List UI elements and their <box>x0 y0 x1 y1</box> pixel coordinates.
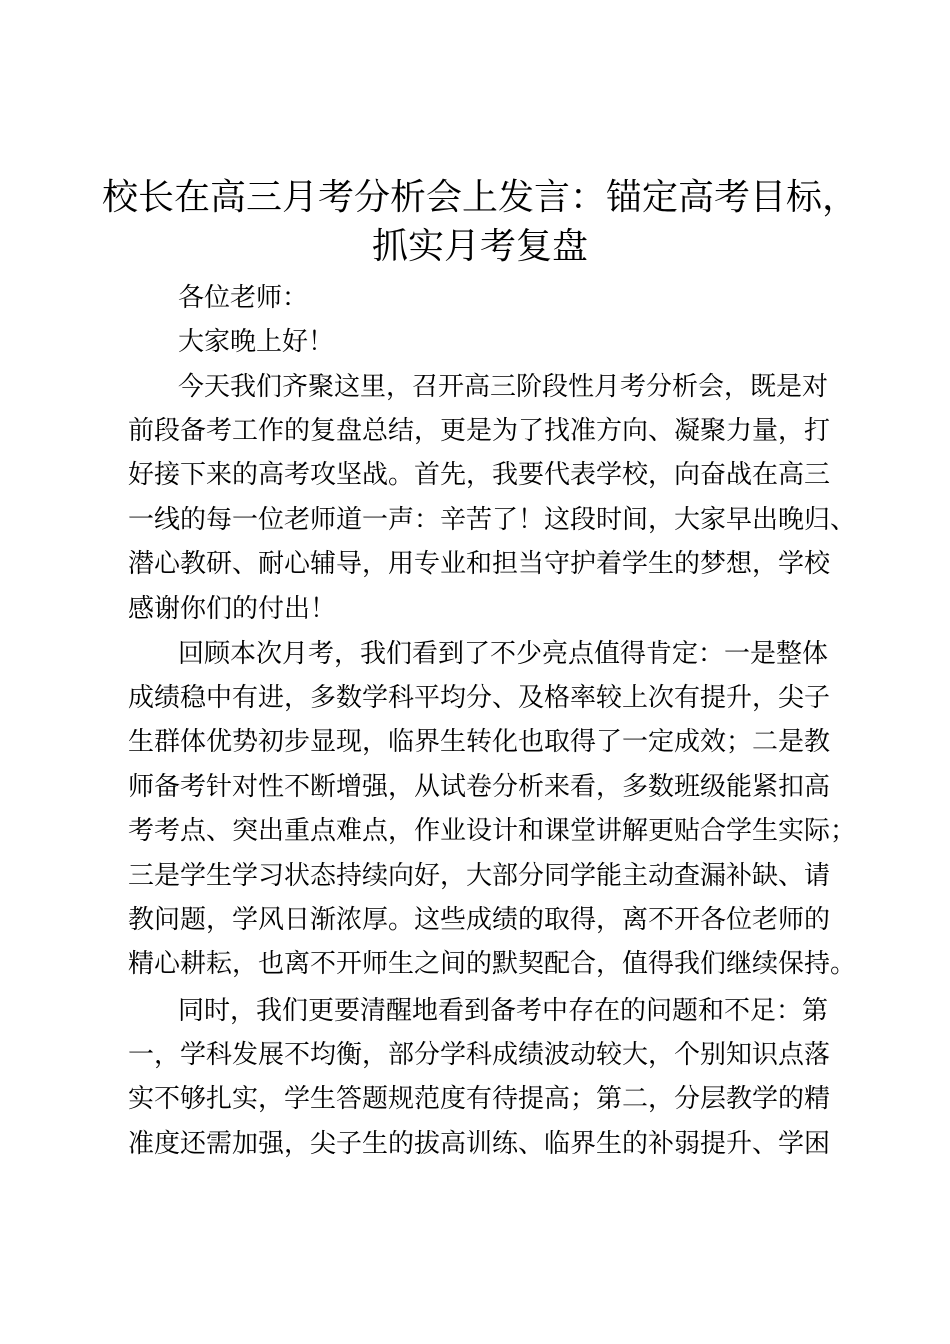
paragraph-2-line: 师备考针对性不断增强，从试卷分析来看，多数班级能紧扣高 <box>128 772 831 802</box>
paragraph-2-line: 精心耕耘，也离不开师生之间的默契配合，值得我们继续保持。 <box>128 949 857 979</box>
paragraph-3-line: 准度还需加强，尖子生的拔高训练、临界生的补弱提升、学困 <box>128 1129 831 1159</box>
paragraph-2-line: 教问题，学风日渐浓厚。这些成绩的取得，离不开各位老师的 <box>128 905 831 935</box>
paragraph-3-line: 一，学科发展不均衡，部分学科成绩波动较大，个别知识点落 <box>128 1040 831 1070</box>
paragraph-2-line: 考考点、突出重点难点，作业设计和课堂讲解更贴合学生实际； <box>128 816 857 846</box>
document-title-line-2: 抓实月考复盘 <box>371 226 588 267</box>
document-title-line-1: 校长在高三月考分析会上发言：锚定高考目标， <box>101 177 858 218</box>
paragraph-1-line: 感谢你们的付出！ <box>128 594 337 624</box>
paragraph-2-line: 回顾本次月考，我们看到了不少亮点值得肯定：一是整体 <box>178 639 829 669</box>
greeting: 大家晚上好！ <box>178 327 335 357</box>
paragraph-1-line: 一线的每一位老师道一声：辛苦了！这段时间，大家早出晚归、 <box>128 505 857 535</box>
paragraph-1-line: 潜心教研、耐心辅导，用专业和担当守护着学生的梦想，学校 <box>128 549 831 579</box>
paragraph-1-line: 好接下来的高考攻坚战。首先，我要代表学校，向奋战在高三 <box>128 460 831 490</box>
paragraph-2-line: 成绩稳中有进，多数学科平均分、及格率较上次有提升，尖子 <box>128 683 831 713</box>
paragraph-3-line: 实不够扎实，学生答题规范度有待提高；第二，分层教学的精 <box>128 1084 831 1114</box>
paragraph-3-line: 同时，我们更要清醒地看到备考中存在的问题和不足：第 <box>178 996 829 1026</box>
paragraph-1-line: 今天我们齐聚这里，召开高三阶段性月考分析会，既是对 <box>178 372 829 402</box>
paragraph-2-line: 生群体优势初步显现，临界生转化也取得了一定成效；二是教 <box>128 727 831 757</box>
paragraph-1-line: 前段备考工作的复盘总结，更是为了找准方向、凝聚力量，打 <box>128 416 831 446</box>
paragraph-2-line: 三是学生学习状态持续向好，大部分同学能主动查漏补缺、请 <box>128 861 831 891</box>
salutation: 各位老师： <box>178 283 309 313</box>
